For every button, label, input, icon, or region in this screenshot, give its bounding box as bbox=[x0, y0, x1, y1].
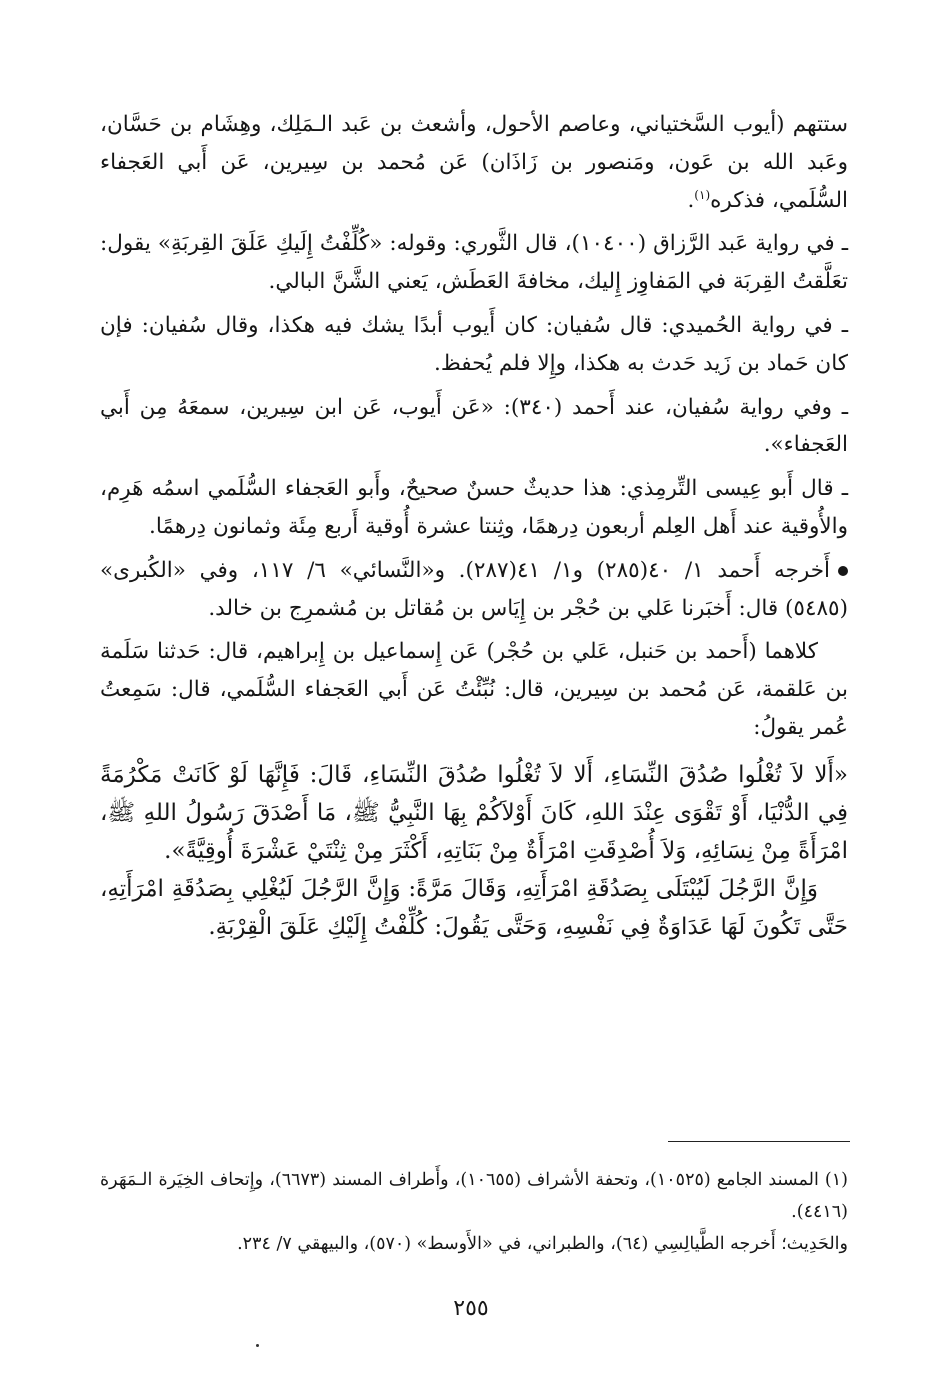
hadith-text: «أَلا لاَ تُغْلُوا صُدُقَ النِّسَاءِ، أَلا لاَ تُغْلُوا صُدُقَ النِّسَاءِ، قَالَ: فَإِنَّهَا لَوْ كَانَتْ مَكْرُمَةً فِي الدُّنْيَا، أَوْ تَقْوَى عِنْدَ اللهِ، كَانَ أَوْلاَكُمْ بِهَا النَّبِيُّ ﷺ، مَا أَصْدَقَ رَسُولُ اللهِ ﷺ، امْرَأَةً مِنْ نِسَائِهِ، وَلاَ أُصْدِقَتِ امْرَأَةٌ مِنْ بَنَاتِهِ، أَكْثَرَ مِنْ ثِنْتَيْ عَشْرَةَ أُوقِيَّةً». bbox=[100, 761, 848, 864]
tirmidhi-comment: ـ قال أَبو عِيسى التِّرمِذي: هذا حديثٌ حسنٌ صحيحٌ، وأَبو العَجفاء السُّلَمي اسمُه هَرِم، والأُوقية عند أَهل العِلم أربعون دِرهمًا، وثِنتا عشرة أُوقية أَربع مِئَة وثمانون دِرهمًا. bbox=[100, 476, 848, 539]
footnote-1: (١) المسند الجامع (١٠٥٢٥)، وتحفة الأشراف (١٠٦٥٥)، وأَطراف المسند (٦٦٧٣)، وإِتحاف الخِيَرة الـمَهَرة (٤٤١٦). bbox=[100, 1170, 848, 1222]
opening-paragraph: ستتهم (أيوب السَّختياني، وعاصم الأحول، وأشعث بن عَبد الـمَلِك، وهِشَام بن حَسَّان، وعَبد الله بن عَون، ومَنصور بن زَاذَان) عَن مُحمد بن سِيرين، عَن أَبي العَجفاء السُّلَمي، فذكره$^{(١)}$. bbox=[100, 112, 848, 213]
hadith-continuation: وَإِنَّ الرَّجُلَ لَيُبْتَلَى بِصَدُقَةِ امْرَأَتِهِ، وَقَالَ مَرَّةً: وَإِنَّ الرَّجُلَ لَيُغْلِي بِصَدُقَةِ امْرَأَتِهِ، حَتَّى تَكُونَ لَهَا عَدَاوَةٌ فِي نَفْسِهِ، وَحَتَّى يَقُولَ: كُلِّفْتُ إِلَيْكِ عَلَقَ الْقِرْبَةِ. bbox=[100, 875, 848, 940]
footnotes-section bbox=[100, 1164, 848, 1260]
sufyan-narration: ـ وفي رواية سُفيان، عند أَحمد (٣٤٠): «عَن أَيوب، عَن ابن سِيرين، سمعَهُ مِن أَبي العَجفاء». bbox=[100, 394, 848, 458]
takhrij-text: أَخرجه أَحمد ١/ ٤٠(٢٨٥) و١/ ٤١(٢٨٧). و«النَّسائي» ٦/ ١١٧، وفي «الكُبرى» (٥٤٨٥) قال: أَخبَرنا عَلي بن حُجْر بن إِيَاس بن مُقاتل بن مُشمرِج بن خالد. bbox=[100, 557, 848, 621]
takhrij-paragraph bbox=[100, 552, 848, 628]
abdulrazzaq-narration: ـ في رواية عَبد الرَّزاق (١٠٤٠٠)، قال الثَّوري: وقوله: «كُلِّفْتُ إِلَيكِ عَلَقَ القِربَةِ» يقول: تعَلَّقتُ القِربَة في المَفاوِز إِليك، مخافةَ العَطَش، يَعني الشَّنَّ البالي. bbox=[100, 231, 848, 295]
isnad-paragraph: كلاهما (أَحمد بن حَنبل، عَلي بن حُجْر) عَن إِسماعيل بن إِبراهيم، قال: حَدثنا سَلَمة بن عَلقمة، عَن مُحمد بن سِيرين، قال: نُبِّئْتُ عَن أَبي العَجفاء السُّلَمي، قال: سَمِعتُ عُمر يقولُ: bbox=[100, 639, 848, 740]
bullet-icon bbox=[838, 566, 848, 576]
scan-speck bbox=[256, 1344, 259, 1347]
footnote-separator bbox=[668, 1141, 850, 1142]
footnote-hadith-sources: والحَدِيث؛ أَخرجه الطَّيالِسِي (٦٤)، والطبراني، في «الأَوسط» (٥٧٠)، والبيهقي ٧/ ٢٣٤. bbox=[237, 1234, 848, 1254]
main-text-body bbox=[100, 106, 848, 946]
page-number: ٢٥٥ bbox=[453, 1296, 489, 1321]
footnote-reference: (١) bbox=[694, 187, 711, 202]
opening-paragraph-text: ستتهم (أيوب السَّختياني، وعاصم الأحول، وأشعث بن عَبد الـمَلِك، وهِشَام بن حَسَّان، وعَبد الله بن عَون، ومَنصور بن زَاذَان) عَن مُحمد بن سِيرين، عَن أَبي العَجفاء السُّلَمي، فذكره bbox=[100, 112, 848, 213]
humaydi-narration: ـ في رواية الحُميدي: قال سُفيان: كان أَيوب أبدًا يشك فيه هكذا، وقال سُفيان: فإن كان حَماد بن زَيد حَدث به هكذا، وإِلا فلم يُحفظ. bbox=[100, 312, 848, 376]
